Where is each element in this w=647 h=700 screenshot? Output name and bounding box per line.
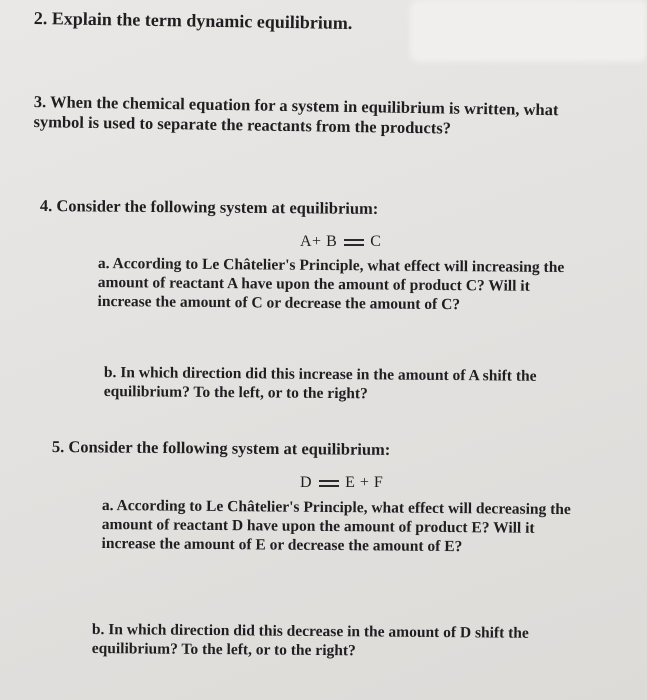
question-3 [33, 92, 558, 140]
question-5-intro: 5. Consider the following system at equilibrium: [51, 437, 391, 459]
q4-products: C [370, 233, 382, 250]
question-2-text: 2. Explain the term dynamic equilibrium. [33, 8, 353, 34]
equilibrium-arrows-icon [319, 478, 339, 488]
q4-reactants: A+ B [300, 233, 338, 250]
question-4b-line-2: equilibrium? To the left, or to the right? [103, 382, 368, 403]
q5-reactants: D [300, 474, 313, 491]
question-4b-line-1: b. In which direction did this increase in the amount of A shift the [103, 363, 537, 385]
question-5a-line-1: a. According to Le Châtelier's Principle, what effect will decreasing the [101, 496, 571, 519]
question-5-equation [300, 474, 383, 492]
question-4a-line-2: amount of reactant A have upon the amount of product C? Will it [97, 273, 530, 295]
question-5b-line-1: b. In which direction did this decrease in the amount of D shift the [91, 620, 529, 642]
question-4b [104, 363, 537, 405]
question-4-equation [300, 233, 381, 251]
question-3-line-1: 3. When the chemical equation for a system in equilibrium is written, what [33, 92, 559, 120]
q5-products: E + F [345, 474, 384, 491]
glare-patch [410, 0, 647, 62]
question-3-line-2: symbol is used to separate the reactants from the products? [33, 111, 452, 138]
question-4-intro: 4. Consider the following system at equilibrium: [39, 196, 379, 218]
equilibrium-arrows-icon [344, 237, 364, 247]
question-5a [102, 496, 571, 557]
question-5a-line-3: increase the amount of E or decrease the amount of E? [101, 534, 463, 556]
question-4a-line-3: increase the amount of C or decrease the amount of C? [97, 292, 461, 314]
question-5b [92, 620, 529, 662]
question-5a-line-2: amount of reactant D have upon the amount of product E? Will it [101, 515, 535, 537]
question-5b-line-2: equilibrium? To the left, or to the right? [91, 639, 356, 660]
question-2 [34, 8, 353, 33]
question-4a [98, 254, 565, 315]
question-4a-line-1: a. According to Le Châtelier's Principle, what effect will increasing the [97, 254, 565, 277]
